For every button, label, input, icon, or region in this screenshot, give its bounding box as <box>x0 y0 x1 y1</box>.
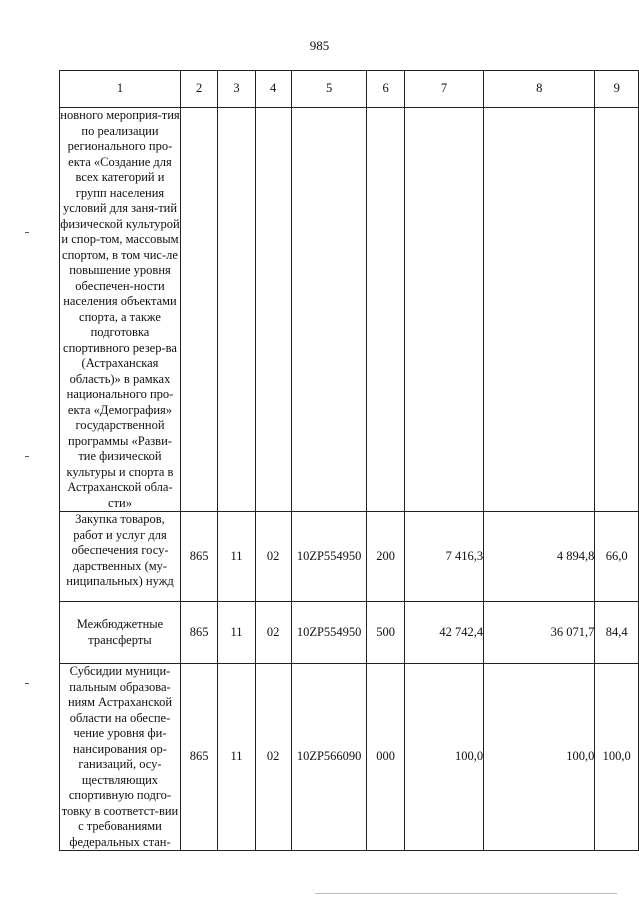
cell-col2: 865 <box>180 664 217 851</box>
cell-col3: 11 <box>218 602 255 664</box>
column-header-8: 8 <box>484 71 595 108</box>
cell-col3: 11 <box>218 664 255 851</box>
budget-table <box>59 70 639 851</box>
cell-col5: 10ZP554950 <box>291 602 367 664</box>
cell-col9: 84,4 <box>595 602 639 664</box>
cell-col8: 100,0 <box>484 664 595 851</box>
column-header-6: 6 <box>367 71 404 108</box>
row-description: Субсидии муници-пальным образова-ниям Астраханской области на обеспе-чение уровня фи-нансирования ор-ганизаций, осу-ществляющих спортивную подго-товку в соответст-вии с требованиями федеральных стан- <box>60 664 181 851</box>
empty-cell <box>404 108 483 512</box>
cell-col6: 200 <box>367 512 404 602</box>
margin-mark <box>25 232 29 233</box>
continuation-description: новного мероприя-тия по реализации регионального про-екта «Создание для всех категорий и групп населения условий для заня-тий физической культурой и спор-том, массовым спортом, в том чис-ле повышение уровня обеспечен-ности населения объектами спорта, а также подготовка спортивного резер-ва (Астраханская область)» в рамках национального про-екта «Демография» государственной программы «Разви-тие физической культуры и спорта в Астраханской обла-сти» <box>60 108 180 510</box>
column-header-5: 5 <box>291 71 367 108</box>
cell-col9: 66,0 <box>595 512 639 602</box>
empty-cell <box>255 108 291 512</box>
cell-col6: 000 <box>367 664 404 851</box>
cell-col8: 36 071,7 <box>484 602 595 664</box>
row-description: Закупка товаров, работ и услуг для обеспечения госу-дарственных (му-ниципальных) нужд <box>60 512 181 602</box>
cell-col3: 11 <box>218 512 255 602</box>
empty-cell <box>291 108 367 512</box>
cell-col2: 865 <box>180 602 217 664</box>
cell-col2: 865 <box>180 512 217 602</box>
margin-mark <box>25 456 29 457</box>
cell-col9: 100,0 <box>595 664 639 851</box>
cell-col7: 42 742,4 <box>404 602 483 664</box>
table-row-continuation <box>60 108 639 512</box>
column-header-4: 4 <box>255 71 291 108</box>
cell-col8: 4 894,8 <box>484 512 595 602</box>
cell-col4: 02 <box>255 602 291 664</box>
cell-col4: 02 <box>255 512 291 602</box>
table-row <box>60 664 639 851</box>
table-row <box>60 602 639 664</box>
empty-cell <box>180 108 217 512</box>
cell-col4: 02 <box>255 664 291 851</box>
empty-cell <box>218 108 255 512</box>
column-header-7: 7 <box>404 71 483 108</box>
page-number: 985 <box>309 38 330 53</box>
table-row <box>60 512 639 602</box>
cell-col6: 500 <box>367 602 404 664</box>
column-header-2: 2 <box>180 71 217 108</box>
cell-col5: 10ZP554950 <box>291 512 367 602</box>
empty-cell <box>595 108 639 512</box>
cell-col7: 7 416,3 <box>404 512 483 602</box>
empty-cell <box>367 108 404 512</box>
cell-col7: 100,0 <box>404 664 483 851</box>
column-header-3: 3 <box>218 71 255 108</box>
row-description: Межбюджетные трансферты <box>60 602 181 664</box>
footer-scan-line <box>315 893 617 894</box>
margin-mark <box>25 683 29 684</box>
column-header-9: 9 <box>595 71 639 108</box>
column-header-1: 1 <box>60 71 181 108</box>
cell-col5: 10ZP566090 <box>291 664 367 851</box>
empty-cell <box>484 108 595 512</box>
header-row <box>60 71 639 108</box>
